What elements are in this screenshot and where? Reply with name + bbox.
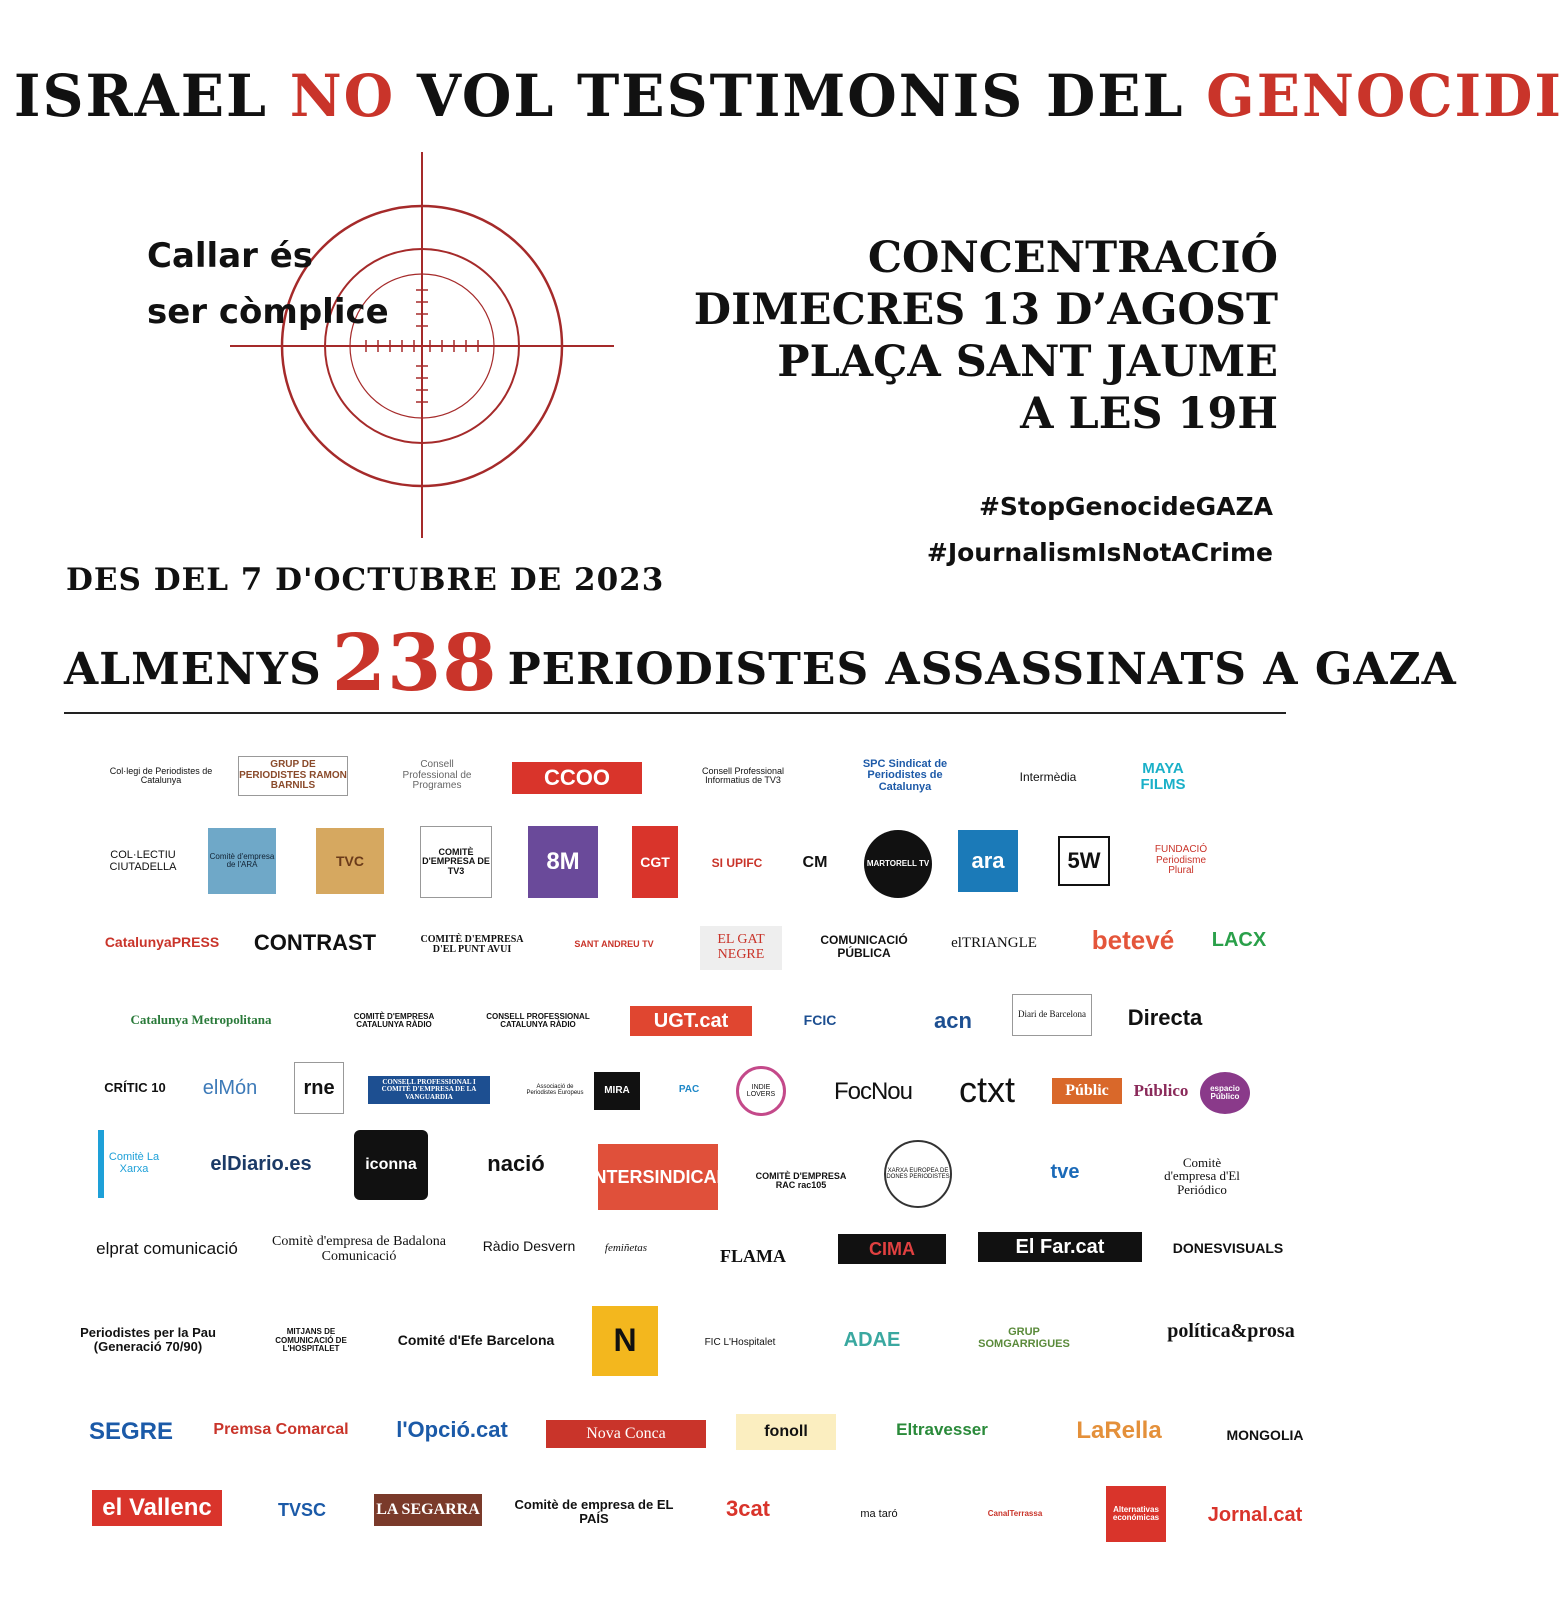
logo-eltravesser: Eltravesser: [896, 1420, 988, 1440]
logo-flama: FLAMA: [720, 1245, 786, 1266]
logo-fonoll: fonoll: [736, 1414, 836, 1450]
title-part-4: GENOCIDI: [1206, 62, 1563, 130]
logo-canal-terrassa: CanalTerrassa: [987, 1508, 1043, 1518]
event-line-3: PLAÇA SANT JAUME: [777, 337, 1278, 387]
event-line-1: CONCENTRACIÓ: [867, 233, 1278, 283]
logo-directa: Directa: [1127, 1005, 1203, 1031]
divider: [64, 712, 1286, 714]
logo-segre: SEGRE: [88, 1418, 174, 1446]
logo-tvc: TVC: [316, 828, 384, 894]
journalists-count: [64, 618, 1457, 709]
logo-xarxa-dones-periodistes: XARXA EUROPEA DE DONES PERIODISTES: [884, 1140, 952, 1208]
logo-associacio-periodistes-europeus: Associació de Periodistes Europeus: [526, 1083, 584, 1096]
logo-consell-programes: Consell Professional de Programes: [402, 759, 472, 792]
slogan: [147, 228, 389, 340]
logo-si-upifc: SI UPIFC: [711, 855, 763, 870]
slogan-line-2: ser còmplice: [147, 292, 389, 332]
logo-radio-desvern: Ràdio Desvern: [482, 1237, 576, 1254]
logo-ccoo: CCOO: [512, 762, 642, 794]
logo-comite-punt-avui: COMITÈ D'EMPRESA D'EL PUNT AVUI: [420, 933, 524, 955]
logo-espacio-publico: espacio Público: [1200, 1072, 1250, 1114]
logo-larella: LaRella: [1076, 1417, 1162, 1445]
logo-mira: MIRA: [594, 1072, 640, 1110]
logo-public: Públic: [1052, 1078, 1122, 1104]
hashtag-1: #StopGenocideGAZA: [978, 492, 1273, 521]
count-suffix: PERIODISTES ASSASSINATS A GAZA: [507, 644, 1457, 695]
logo-publico: Público: [1133, 1081, 1189, 1101]
count-number: 238: [331, 618, 498, 709]
logo-comite-efe-barcelona: Comité d'Efe Barcelona: [397, 1331, 555, 1348]
logo-feminetas: femiñetas: [604, 1242, 648, 1255]
logo-comite-catalunya-radio: COMITÈ D'EMPRESA CATALUNYA RÀDIO: [353, 1011, 435, 1029]
logo-fundacio-periodisme-plural: FUNDACIÓ Periodisme Plural: [1154, 844, 1208, 877]
logo-periodistes-per-la-pau: Periodistes per la Pau (Generació 70/90): [80, 1325, 216, 1354]
logo-acn: acn: [934, 1008, 972, 1034]
logo-collectiu-ciutadella: COL·LECTIU CIUTADELLA: [109, 849, 177, 873]
hashtag-2: #JournalismIsNotACrime: [926, 538, 1273, 567]
logo-diari-de-barcelona: Diari de Barcelona: [1012, 994, 1092, 1036]
logo-mongolia: MONGOLIA: [1226, 1426, 1304, 1443]
logo-nova-conca: Nova Conca: [546, 1420, 706, 1448]
title-part-2: NO: [289, 62, 396, 130]
logo-mataro-audiovisual: ma taró: [860, 1508, 898, 1521]
title-part-1: ISRAEL: [13, 62, 290, 130]
logo-n-magazine: N: [592, 1306, 658, 1376]
logo-5w: 5W: [1058, 836, 1110, 886]
logo-somgarrigues: GRUP SOMGARRIGUES: [978, 1326, 1070, 1350]
logo-alternativas-economicas: Alternativas económicas: [1106, 1486, 1166, 1542]
logo-contrast: CONTRAST: [253, 930, 377, 956]
logo-3cat: 3cat: [725, 1496, 771, 1522]
logo-comite-badalona: Comitè d'empresa de Badalona Comunicació: [272, 1234, 446, 1264]
logo-elmon: elMón: [202, 1076, 258, 1099]
logo-cgt: CGT: [632, 826, 678, 898]
logo-ara: ara: [958, 830, 1018, 892]
logo-pac: PAC: [678, 1083, 700, 1095]
logo-el-vallenc: el Vallenc: [92, 1490, 222, 1526]
slogan-line-1: Callar és: [147, 236, 314, 276]
logo-fcic: FCIC: [803, 1011, 837, 1028]
logo-sant-andreu-tv: SANT ANDREU TV: [574, 939, 654, 950]
logo-comunicacio-publica: COMUNICACIÓ PÚBLICA: [820, 933, 908, 960]
logo-critic-10: CRÍTIC 10: [104, 1080, 166, 1096]
logo-lopcio: l'Opció.cat: [396, 1417, 508, 1443]
logo-iconna: iconna: [354, 1130, 428, 1200]
logo-comite-tv3: COMITÈ D'EMPRESA DE TV3: [420, 826, 492, 898]
logo-eltriangle: elTRIANGLE: [951, 935, 1037, 952]
logo-cima: CIMA: [838, 1234, 946, 1264]
logo-ctxt: ctxt: [958, 1069, 1015, 1111]
logo-comite-el-pais: Comitè de empresa de EL PAÍS: [514, 1497, 674, 1526]
logo-martorell-tv: MARTORELL TV: [864, 830, 932, 898]
logo-indie-lovers: INDIE LOVERS: [736, 1066, 786, 1116]
logo-intersindical: INTERSINDICAL: [598, 1144, 718, 1210]
event-details: [694, 232, 1278, 440]
since-date: DES DEL 7 D'OCTUBRE DE 2023: [66, 562, 665, 598]
logo-col-legi-periodistes: Col·legi de Periodistes de Catalunya: [109, 765, 213, 785]
logo-catalunya-press: CatalunyaPRESS: [104, 933, 220, 950]
logo-catalunya-metropolitana: Catalunya Metropolitana: [130, 1012, 272, 1028]
logo-premsa-comarcal: Premsa Comarcal: [213, 1420, 349, 1438]
logo-rne: rne: [294, 1062, 344, 1114]
logo-jornal-cat: Jornal.cat: [1207, 1503, 1303, 1526]
logo-la-segarra: LA SEGARRA: [374, 1494, 482, 1526]
poster-title: [13, 62, 1563, 130]
event-line-4: A LES 19H: [1020, 389, 1278, 439]
logo-comite-la-vanguardia: CONSELL PROFESSIONAL I COMITÈ D'EMPRESA DE LA VANGUARDIA: [368, 1076, 490, 1104]
logo-cm: CM: [802, 853, 828, 871]
logo-lacx: LACX: [1211, 928, 1267, 951]
count-prefix: ALMENYS: [64, 644, 322, 695]
logo-mitjans-hospitalet: MITJANS DE COMUNICACIÓ DE L'HOSPITALET: [275, 1327, 347, 1354]
logo-nacio: nació: [487, 1151, 545, 1177]
logo-tvsc: TVSC: [277, 1499, 326, 1520]
logo-intermedia: Intermèdia: [1019, 769, 1077, 784]
logo-consell-informatius-tv3: Consell Professional Informatius de TV3: [701, 765, 785, 785]
logo-focnou: FocNou: [833, 1078, 913, 1106]
logo-donesvisuals: DONESVISUALS: [1172, 1239, 1284, 1256]
logo-el-gat-negre: EL GAT NEGRE: [700, 926, 782, 970]
event-line-2: DIMECRES 13 D’AGOST: [693, 285, 1278, 335]
logo-consell-catalunya-radio: CONSELL PROFESSIONAL CATALUNYA RÀDIO: [486, 1011, 590, 1029]
title-part-3: VOL TESTIMONIS DEL: [395, 62, 1207, 130]
logo-ugt: UGT.cat: [630, 1006, 752, 1036]
logo-fic-hospitalet: FIC L'Hospitalet: [704, 1336, 776, 1348]
logo-el-far-cat: El Far.cat: [978, 1232, 1142, 1262]
logo-comite-la-xarxa: Comitè La Xarxa: [98, 1130, 164, 1198]
logo-maya-films: MAYA FILMS: [1140, 760, 1186, 793]
logo-elprat-comunicacio: elprat comunicació: [96, 1239, 238, 1259]
logo-eldiario: elDiario.es: [210, 1152, 312, 1175]
logo-spc: SPC Sindicat de Periodistes de Catalunya: [862, 757, 948, 793]
logo-tve: tve: [1050, 1160, 1080, 1183]
logo-8m: 8M: [528, 826, 598, 898]
logo-beteve: betevé: [1091, 925, 1175, 956]
hashtags: [927, 484, 1273, 576]
crosshair-icon: [228, 152, 616, 540]
logo-comite-ara: Comitè d'empresa de l'ARA: [208, 828, 276, 894]
logo-grup-ramon-barnils: GRUP DE PERIODISTES RAMON BARNILS: [238, 756, 348, 796]
logo-comite-rac: COMITÈ D'EMPRESA RAC rac105: [755, 1170, 847, 1190]
logo-comite-el-periodico: Comitè d'empresa d'El Periódico: [1164, 1154, 1240, 1197]
logo-adae: ADAE: [843, 1328, 901, 1351]
logo-politica-prosa: política&prosa: [1167, 1319, 1295, 1342]
